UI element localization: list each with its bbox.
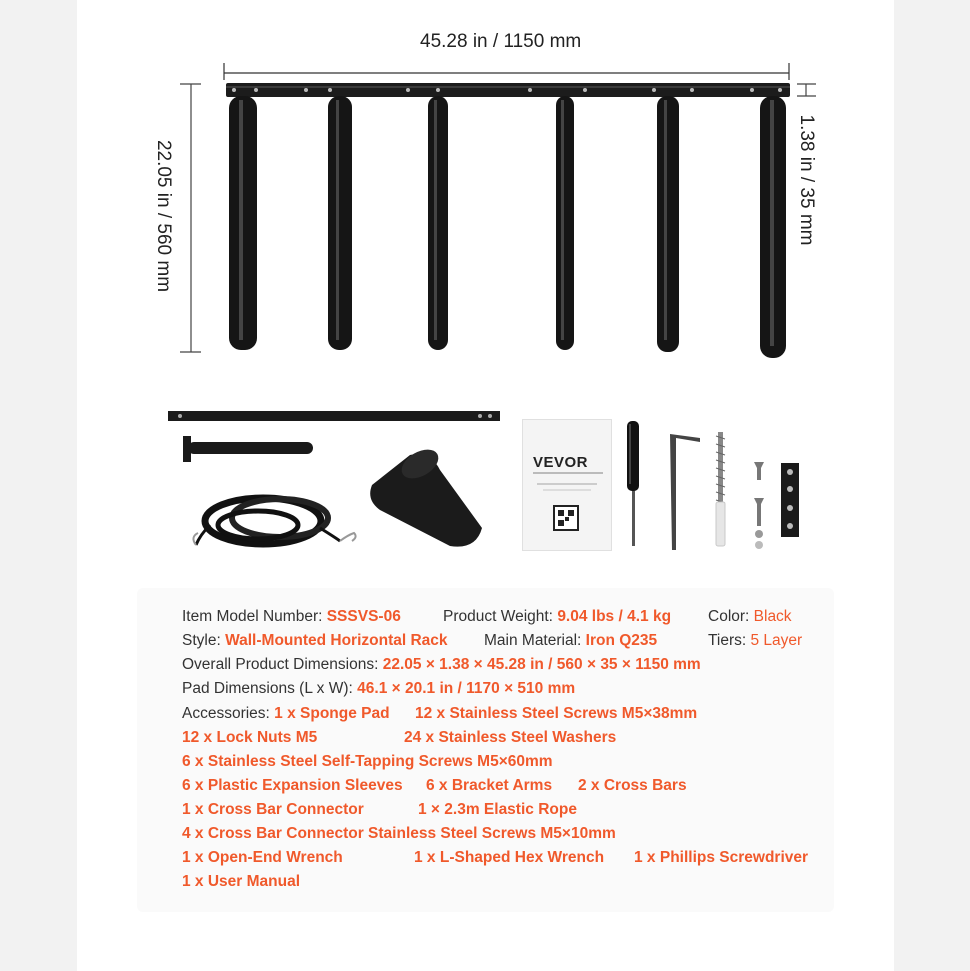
spec-model: Item Model Number: SSSVS-06 <box>182 608 401 625</box>
accessory-item: 12 x Stainless Steel Screws M5×38mm <box>415 705 698 722</box>
accessory-item: 1 x L-Shaped Hex Wrench <box>414 849 605 866</box>
accessory-item: 2 x Cross Bars <box>578 777 687 794</box>
accessory-item: 1 × 2.3m Elastic Rope <box>418 801 577 818</box>
spec-weight: Product Weight: 9.04 lbs / 4.1 kg <box>443 608 672 625</box>
spec-color: Color: Black <box>708 608 792 625</box>
rack-illustration <box>0 0 970 400</box>
spec-overall-dimensions: Overall Product Dimensions: 22.05 × 1.38 × 45.28 in / 560 × 35 × 1150 mm <box>182 656 701 673</box>
thickness-dimension-label: 1.38 in / 35 mm <box>796 114 817 246</box>
accessory-item: 12 x Lock Nuts M5 <box>182 729 318 746</box>
accessory-item: 24 x Stainless Steel Washers <box>404 729 617 746</box>
accessory-item: 1 x Cross Bar Connector <box>182 801 364 818</box>
spec-tiers: Tiers: 5 Layer <box>708 632 803 649</box>
user-manual-image <box>522 419 612 551</box>
accessory-item: 1 x Open-End Wrench <box>182 849 343 866</box>
accessory-item: 1 x Phillips Screwdriver <box>634 849 809 866</box>
accessory-item: 6 x Plastic Expansion Sleeves <box>182 777 403 794</box>
vevor-logo: VEVOR <box>533 454 589 471</box>
accessories-illustration <box>0 400 970 600</box>
manual-text-line <box>537 483 597 485</box>
manual-text-line <box>543 489 591 491</box>
spec-accessories: Accessories: 1 x Sponge Pad <box>182 705 390 722</box>
height-dimension-label: 22.05 in / 560 mm <box>153 139 174 293</box>
accessory-item: 6 x Stainless Steel Self-Tapping Screws M5×60mm <box>182 753 553 770</box>
accessory-item: 6 x Bracket Arms <box>426 777 553 794</box>
spec-pad-dimensions: Pad Dimensions (L x W): 46.1 × 20.1 in / 1170 × 510 mm <box>182 680 576 697</box>
qr-code-icon <box>553 505 579 531</box>
accessory-item: 1 x User Manual <box>182 873 301 890</box>
spec-material: Main Material: Iron Q235 <box>484 632 658 649</box>
width-dimension-label: 45.28 in / 1150 mm <box>420 31 582 52</box>
manual-text-line <box>533 472 603 474</box>
accessory-item: 4 x Cross Bar Connector Stainless Steel Screws M5×10mm <box>182 825 616 842</box>
spec-style: Style: Wall-Mounted Horizontal Rack <box>182 632 448 649</box>
